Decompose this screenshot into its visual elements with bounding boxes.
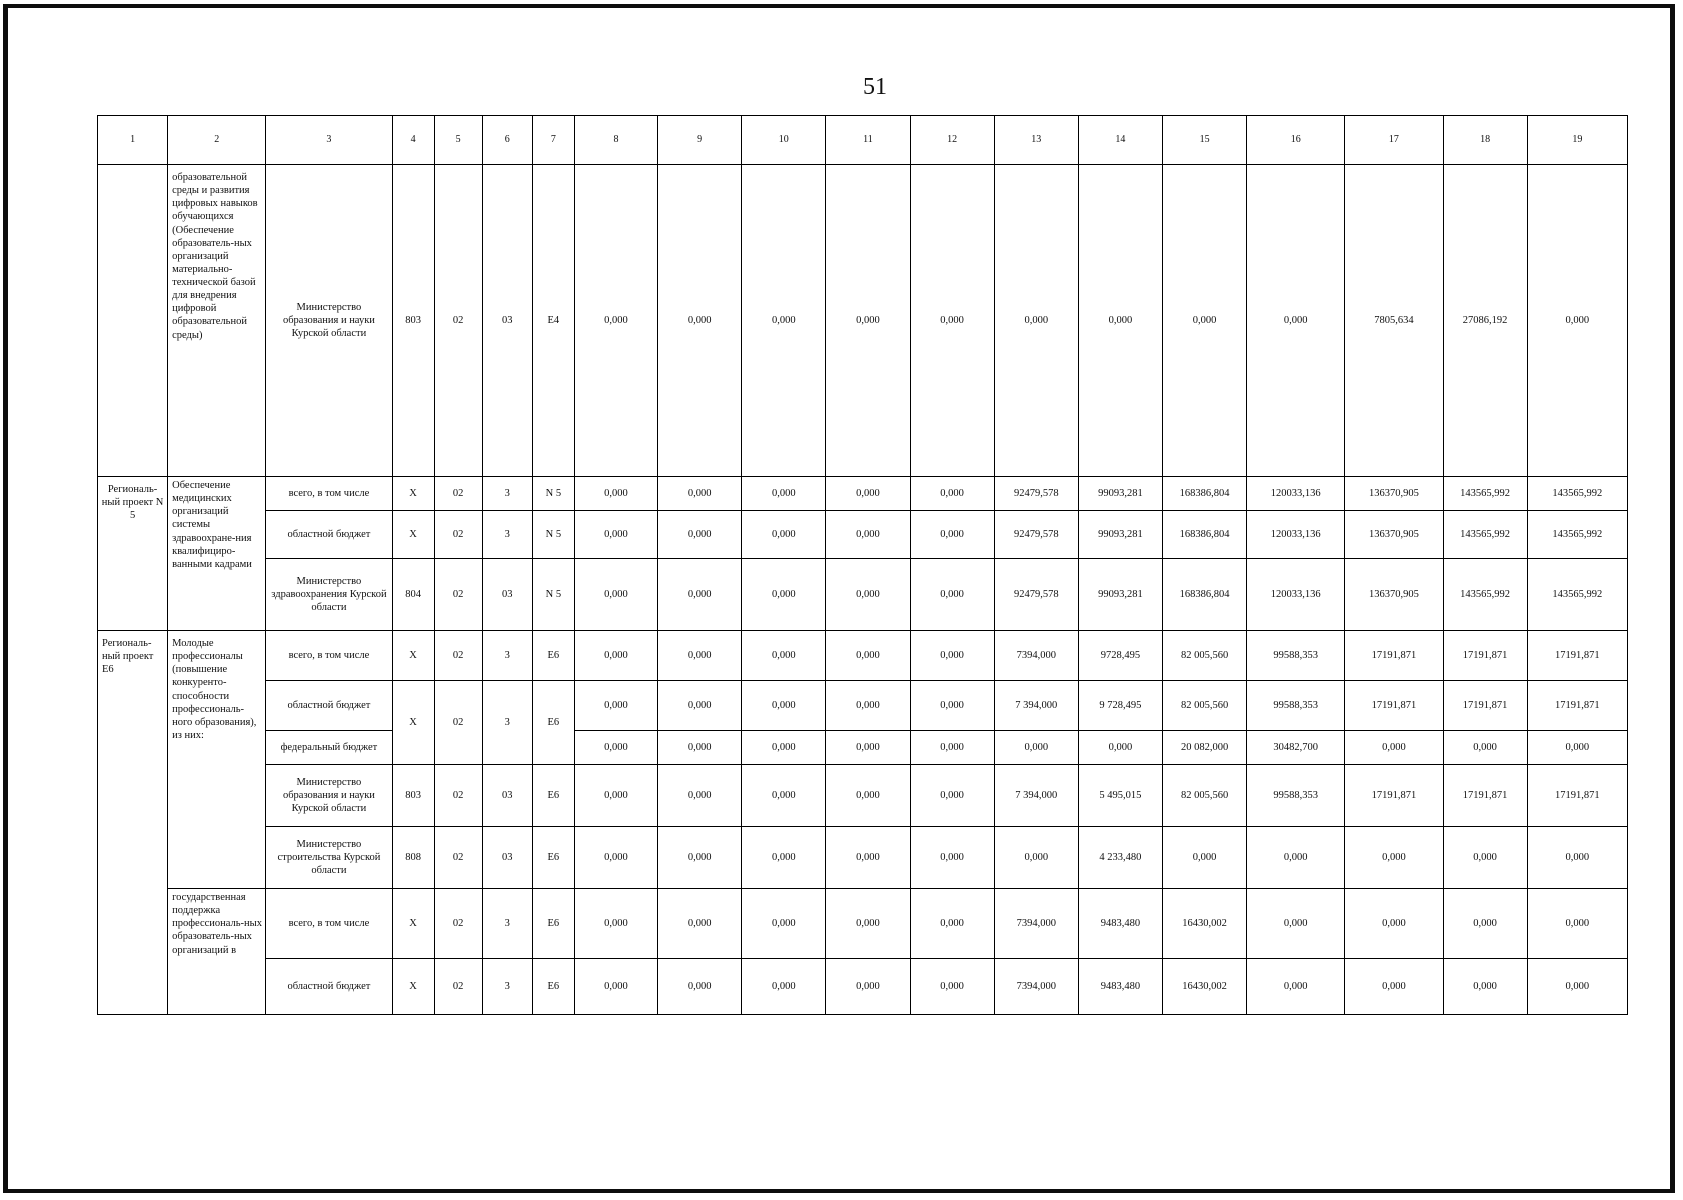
- cell-description: Молодые профессионалы (повышение конкуренто-способности профессиональ-ного образования), из них:: [168, 631, 266, 889]
- table-row: [98, 631, 1628, 681]
- cell-project-name: Региональ-ный проект N 5: [98, 477, 168, 631]
- cell-value: 16430,002: [1162, 889, 1246, 959]
- cell-executor: всего, в том числе: [266, 477, 392, 511]
- column-header-2: 2: [168, 116, 266, 165]
- column-header-18: 18: [1443, 116, 1527, 165]
- cell-value: 143565,992: [1443, 477, 1527, 511]
- cell-value: 0,000: [1527, 889, 1627, 959]
- cell-value: 0,000: [1443, 827, 1527, 889]
- cell-code: N 5: [532, 511, 574, 559]
- cell-code: 3: [482, 511, 532, 559]
- cell-description: Обеспечение медицинских организаций системы здравоохране-ния квалифициро-ванными кадрами: [168, 477, 266, 631]
- column-header-16: 16: [1247, 116, 1345, 165]
- cell-value: 0,000: [1078, 731, 1162, 765]
- cell-description: государственная поддержка профессиональ-ных образователь-ных организаций в: [168, 889, 266, 1015]
- cell-value: 0,000: [994, 731, 1078, 765]
- cell-value: 0,000: [910, 511, 994, 559]
- cell-code: 02: [434, 559, 482, 631]
- cell-value: 0,000: [1345, 959, 1443, 1015]
- cell-value: 0,000: [910, 731, 994, 765]
- cell-project-name: Региональ-ный проект E6: [98, 631, 168, 1015]
- cell-value: 143565,992: [1527, 477, 1627, 511]
- cell-value: 0,000: [910, 477, 994, 511]
- cell-value: 17191,871: [1527, 631, 1627, 681]
- column-header-13: 13: [994, 116, 1078, 165]
- table-row: [98, 827, 1628, 889]
- cell-value: 0,000: [742, 827, 826, 889]
- cell-value: 0,000: [910, 889, 994, 959]
- cell-value: 7394,000: [994, 959, 1078, 1015]
- cell-executor: областной бюджет: [266, 959, 392, 1015]
- column-header-6: 6: [482, 116, 532, 165]
- cell-value: 82 005,560: [1162, 631, 1246, 681]
- cell-executor: Министерство строительства Курской области: [266, 827, 392, 889]
- cell-value: 0,000: [742, 511, 826, 559]
- cell-value: 0,000: [658, 559, 742, 631]
- cell-value: 0,000: [658, 765, 742, 827]
- cell-value: 0,000: [910, 165, 994, 477]
- cell-value: 0,000: [1345, 889, 1443, 959]
- table-row: [98, 731, 1628, 765]
- cell-code: 803: [392, 165, 434, 477]
- cell-value: 17191,871: [1345, 681, 1443, 731]
- cell-value: 0,000: [574, 559, 657, 631]
- cell-code: 804: [392, 559, 434, 631]
- cell-value: 168386,804: [1162, 477, 1246, 511]
- cell-value: 0,000: [742, 765, 826, 827]
- cell-value: 27086,192: [1443, 165, 1527, 477]
- cell-value: 136370,905: [1345, 511, 1443, 559]
- budget-table: [97, 115, 1628, 1015]
- cell-value: 17191,871: [1527, 765, 1627, 827]
- cell-code: 808: [392, 827, 434, 889]
- page-number: 51: [863, 74, 887, 100]
- cell-code: E6: [532, 959, 574, 1015]
- cell-value: 92479,578: [994, 511, 1078, 559]
- cell-value: 4 233,480: [1078, 827, 1162, 889]
- table-row: [98, 959, 1628, 1015]
- cell-value: 0,000: [826, 631, 910, 681]
- cell-col1: [98, 165, 168, 477]
- cell-value: 0,000: [826, 165, 910, 477]
- cell-code: E4: [532, 165, 574, 477]
- cell-value: 82 005,560: [1162, 765, 1246, 827]
- cell-value: 0,000: [574, 165, 657, 477]
- cell-value: 0,000: [658, 827, 742, 889]
- column-header-19: 19: [1527, 116, 1627, 165]
- cell-value: 0,000: [574, 477, 657, 511]
- cell-value: 17191,871: [1345, 765, 1443, 827]
- cell-value: 120033,136: [1247, 559, 1345, 631]
- cell-code: 3: [482, 889, 532, 959]
- cell-value: 17191,871: [1345, 631, 1443, 681]
- cell-value: 0,000: [826, 681, 910, 731]
- cell-code: E6: [532, 889, 574, 959]
- cell-value: 0,000: [742, 631, 826, 681]
- cell-code: X: [392, 889, 434, 959]
- cell-value: 0,000: [658, 631, 742, 681]
- cell-value: 30482,700: [1247, 731, 1345, 765]
- cell-value: 7805,634: [1345, 165, 1443, 477]
- cell-value: 17191,871: [1443, 631, 1527, 681]
- cell-value: 120033,136: [1247, 511, 1345, 559]
- cell-code: E6: [532, 681, 574, 765]
- cell-value: 120033,136: [1247, 477, 1345, 511]
- cell-code: X: [392, 511, 434, 559]
- cell-value: 0,000: [574, 681, 657, 731]
- cell-code: 02: [434, 681, 482, 765]
- column-header-8: 8: [574, 116, 657, 165]
- cell-value: 0,000: [658, 889, 742, 959]
- cell-value: 0,000: [910, 559, 994, 631]
- column-header-3: 3: [266, 116, 392, 165]
- cell-value: 0,000: [1247, 827, 1345, 889]
- cell-code: 02: [434, 477, 482, 511]
- table-row: [98, 765, 1628, 827]
- cell-executor: Министерство здравоохранения Курской области: [266, 559, 392, 631]
- cell-value: 0,000: [910, 959, 994, 1015]
- cell-value: 143565,992: [1527, 511, 1627, 559]
- cell-value: 0,000: [742, 559, 826, 631]
- cell-code: 02: [434, 889, 482, 959]
- cell-code: X: [392, 959, 434, 1015]
- cell-code: N 5: [532, 477, 574, 511]
- cell-executor: Министерство образования и науки Курской области: [266, 765, 392, 827]
- cell-value: 0,000: [994, 165, 1078, 477]
- cell-value: 0,000: [742, 165, 826, 477]
- cell-value: 0,000: [826, 511, 910, 559]
- cell-value: 0,000: [1443, 731, 1527, 765]
- cell-code: E6: [532, 827, 574, 889]
- cell-value: 92479,578: [994, 559, 1078, 631]
- cell-value: 0,000: [742, 477, 826, 511]
- column-header-1: 1: [98, 116, 168, 165]
- cell-code: 3: [482, 681, 532, 765]
- cell-value: 0,000: [742, 889, 826, 959]
- cell-code: X: [392, 631, 434, 681]
- cell-value: 143565,992: [1527, 559, 1627, 631]
- cell-value: 0,000: [1527, 731, 1627, 765]
- column-header-5: 5: [434, 116, 482, 165]
- cell-value: 0,000: [1345, 827, 1443, 889]
- cell-value: 9 728,495: [1078, 681, 1162, 731]
- cell-value: 0,000: [574, 959, 657, 1015]
- cell-value: 99588,353: [1247, 681, 1345, 731]
- cell-value: 99588,353: [1247, 765, 1345, 827]
- cell-value: 0,000: [994, 827, 1078, 889]
- cell-value: 0,000: [1443, 889, 1527, 959]
- cell-code: 03: [482, 165, 532, 477]
- column-header-7: 7: [532, 116, 574, 165]
- cell-code: 03: [482, 559, 532, 631]
- cell-value: 20 082,000: [1162, 731, 1246, 765]
- cell-code: 02: [434, 765, 482, 827]
- cell-value: 17191,871: [1443, 765, 1527, 827]
- cell-value: 136370,905: [1345, 477, 1443, 511]
- cell-value: 0,000: [910, 631, 994, 681]
- cell-value: 136370,905: [1345, 559, 1443, 631]
- cell-value: 7 394,000: [994, 681, 1078, 731]
- cell-code: 02: [434, 511, 482, 559]
- cell-value: 0,000: [658, 511, 742, 559]
- cell-value: 0,000: [574, 511, 657, 559]
- column-header-17: 17: [1345, 116, 1443, 165]
- cell-value: 0,000: [826, 765, 910, 827]
- cell-value: 82 005,560: [1162, 681, 1246, 731]
- cell-value: 0,000: [910, 681, 994, 731]
- cell-value: 143565,992: [1443, 559, 1527, 631]
- cell-code: X: [392, 477, 434, 511]
- column-header-12: 12: [910, 116, 994, 165]
- cell-value: 0,000: [1162, 827, 1246, 889]
- cell-value: 7 394,000: [994, 765, 1078, 827]
- cell-code: 02: [434, 631, 482, 681]
- cell-value: 0,000: [658, 477, 742, 511]
- cell-executor: федеральный бюджет: [266, 731, 392, 765]
- cell-value: 0,000: [574, 731, 657, 765]
- cell-code: E6: [532, 631, 574, 681]
- cell-value: 99093,281: [1078, 511, 1162, 559]
- cell-code: 02: [434, 165, 482, 477]
- cell-value: 0,000: [574, 765, 657, 827]
- cell-value: 0,000: [658, 959, 742, 1015]
- cell-value: 92479,578: [994, 477, 1078, 511]
- cell-value: 0,000: [742, 731, 826, 765]
- cell-code: 3: [482, 631, 532, 681]
- cell-value: 9483,480: [1078, 959, 1162, 1015]
- cell-value: 0,000: [826, 889, 910, 959]
- cell-value: 16430,002: [1162, 959, 1246, 1015]
- cell-value: 0,000: [1078, 165, 1162, 477]
- cell-value: 143565,992: [1443, 511, 1527, 559]
- cell-code: 803: [392, 765, 434, 827]
- cell-value: 0,000: [1527, 827, 1627, 889]
- cell-code: N 5: [532, 559, 574, 631]
- cell-value: 0,000: [1345, 731, 1443, 765]
- cell-code: 03: [482, 827, 532, 889]
- cell-value: 0,000: [1443, 959, 1527, 1015]
- cell-description: образовательной среды и развития цифровых навыков обучающихся (Обеспечение образователь-ных организаций материально-технической базой для внедрения цифровой образовательной среды): [168, 165, 266, 477]
- cell-value: 0,000: [1162, 165, 1246, 477]
- cell-value: 5 495,015: [1078, 765, 1162, 827]
- cell-value: 17191,871: [1443, 681, 1527, 731]
- cell-code: 3: [482, 477, 532, 511]
- cell-value: 9483,480: [1078, 889, 1162, 959]
- cell-code: 3: [482, 959, 532, 1015]
- cell-executor: всего, в том числе: [266, 631, 392, 681]
- table-row: [98, 477, 1628, 511]
- cell-value: 0,000: [1527, 959, 1627, 1015]
- cell-code: 03: [482, 765, 532, 827]
- cell-value: 0,000: [1527, 165, 1627, 477]
- column-header-15: 15: [1162, 116, 1246, 165]
- cell-executor: областной бюджет: [266, 511, 392, 559]
- cell-value: 0,000: [826, 559, 910, 631]
- cell-value: 0,000: [574, 631, 657, 681]
- cell-code: E6: [532, 765, 574, 827]
- column-header-10: 10: [742, 116, 826, 165]
- cell-value: 0,000: [826, 477, 910, 511]
- cell-value: 0,000: [826, 731, 910, 765]
- cell-value: 0,000: [574, 889, 657, 959]
- cell-value: 168386,804: [1162, 559, 1246, 631]
- cell-value: 99093,281: [1078, 559, 1162, 631]
- column-header-11: 11: [826, 116, 910, 165]
- table-row: [98, 681, 1628, 731]
- cell-value: 0,000: [658, 681, 742, 731]
- column-header-14: 14: [1078, 116, 1162, 165]
- cell-value: 0,000: [1247, 889, 1345, 959]
- cell-value: 0,000: [826, 827, 910, 889]
- cell-value: 0,000: [742, 959, 826, 1015]
- cell-value: 17191,871: [1527, 681, 1627, 731]
- header-row: [98, 116, 1628, 165]
- cell-value: 0,000: [658, 731, 742, 765]
- cell-value: 99588,353: [1247, 631, 1345, 681]
- cell-value: 0,000: [1247, 959, 1345, 1015]
- cell-value: 0,000: [742, 681, 826, 731]
- cell-value: 0,000: [910, 765, 994, 827]
- cell-value: 168386,804: [1162, 511, 1246, 559]
- cell-value: 0,000: [910, 827, 994, 889]
- cell-executor: всего, в том числе: [266, 889, 392, 959]
- cell-value: 99093,281: [1078, 477, 1162, 511]
- cell-code: 02: [434, 959, 482, 1015]
- column-header-4: 4: [392, 116, 434, 165]
- table-row: [98, 511, 1628, 559]
- table-row: [98, 889, 1628, 959]
- column-header-9: 9: [658, 116, 742, 165]
- cell-value: 9728,495: [1078, 631, 1162, 681]
- cell-executor: Министерство образования и науки Курской области: [266, 165, 392, 477]
- cell-value: 0,000: [826, 959, 910, 1015]
- table-row: [98, 559, 1628, 631]
- cell-code: 02: [434, 827, 482, 889]
- cell-executor: областной бюджет: [266, 681, 392, 731]
- cell-value: 7394,000: [994, 889, 1078, 959]
- cell-value: 0,000: [1247, 165, 1345, 477]
- cell-value: 0,000: [574, 827, 657, 889]
- table-row: [98, 165, 1628, 477]
- cell-code: X: [392, 681, 434, 765]
- cell-value: 7394,000: [994, 631, 1078, 681]
- cell-value: 0,000: [658, 165, 742, 477]
